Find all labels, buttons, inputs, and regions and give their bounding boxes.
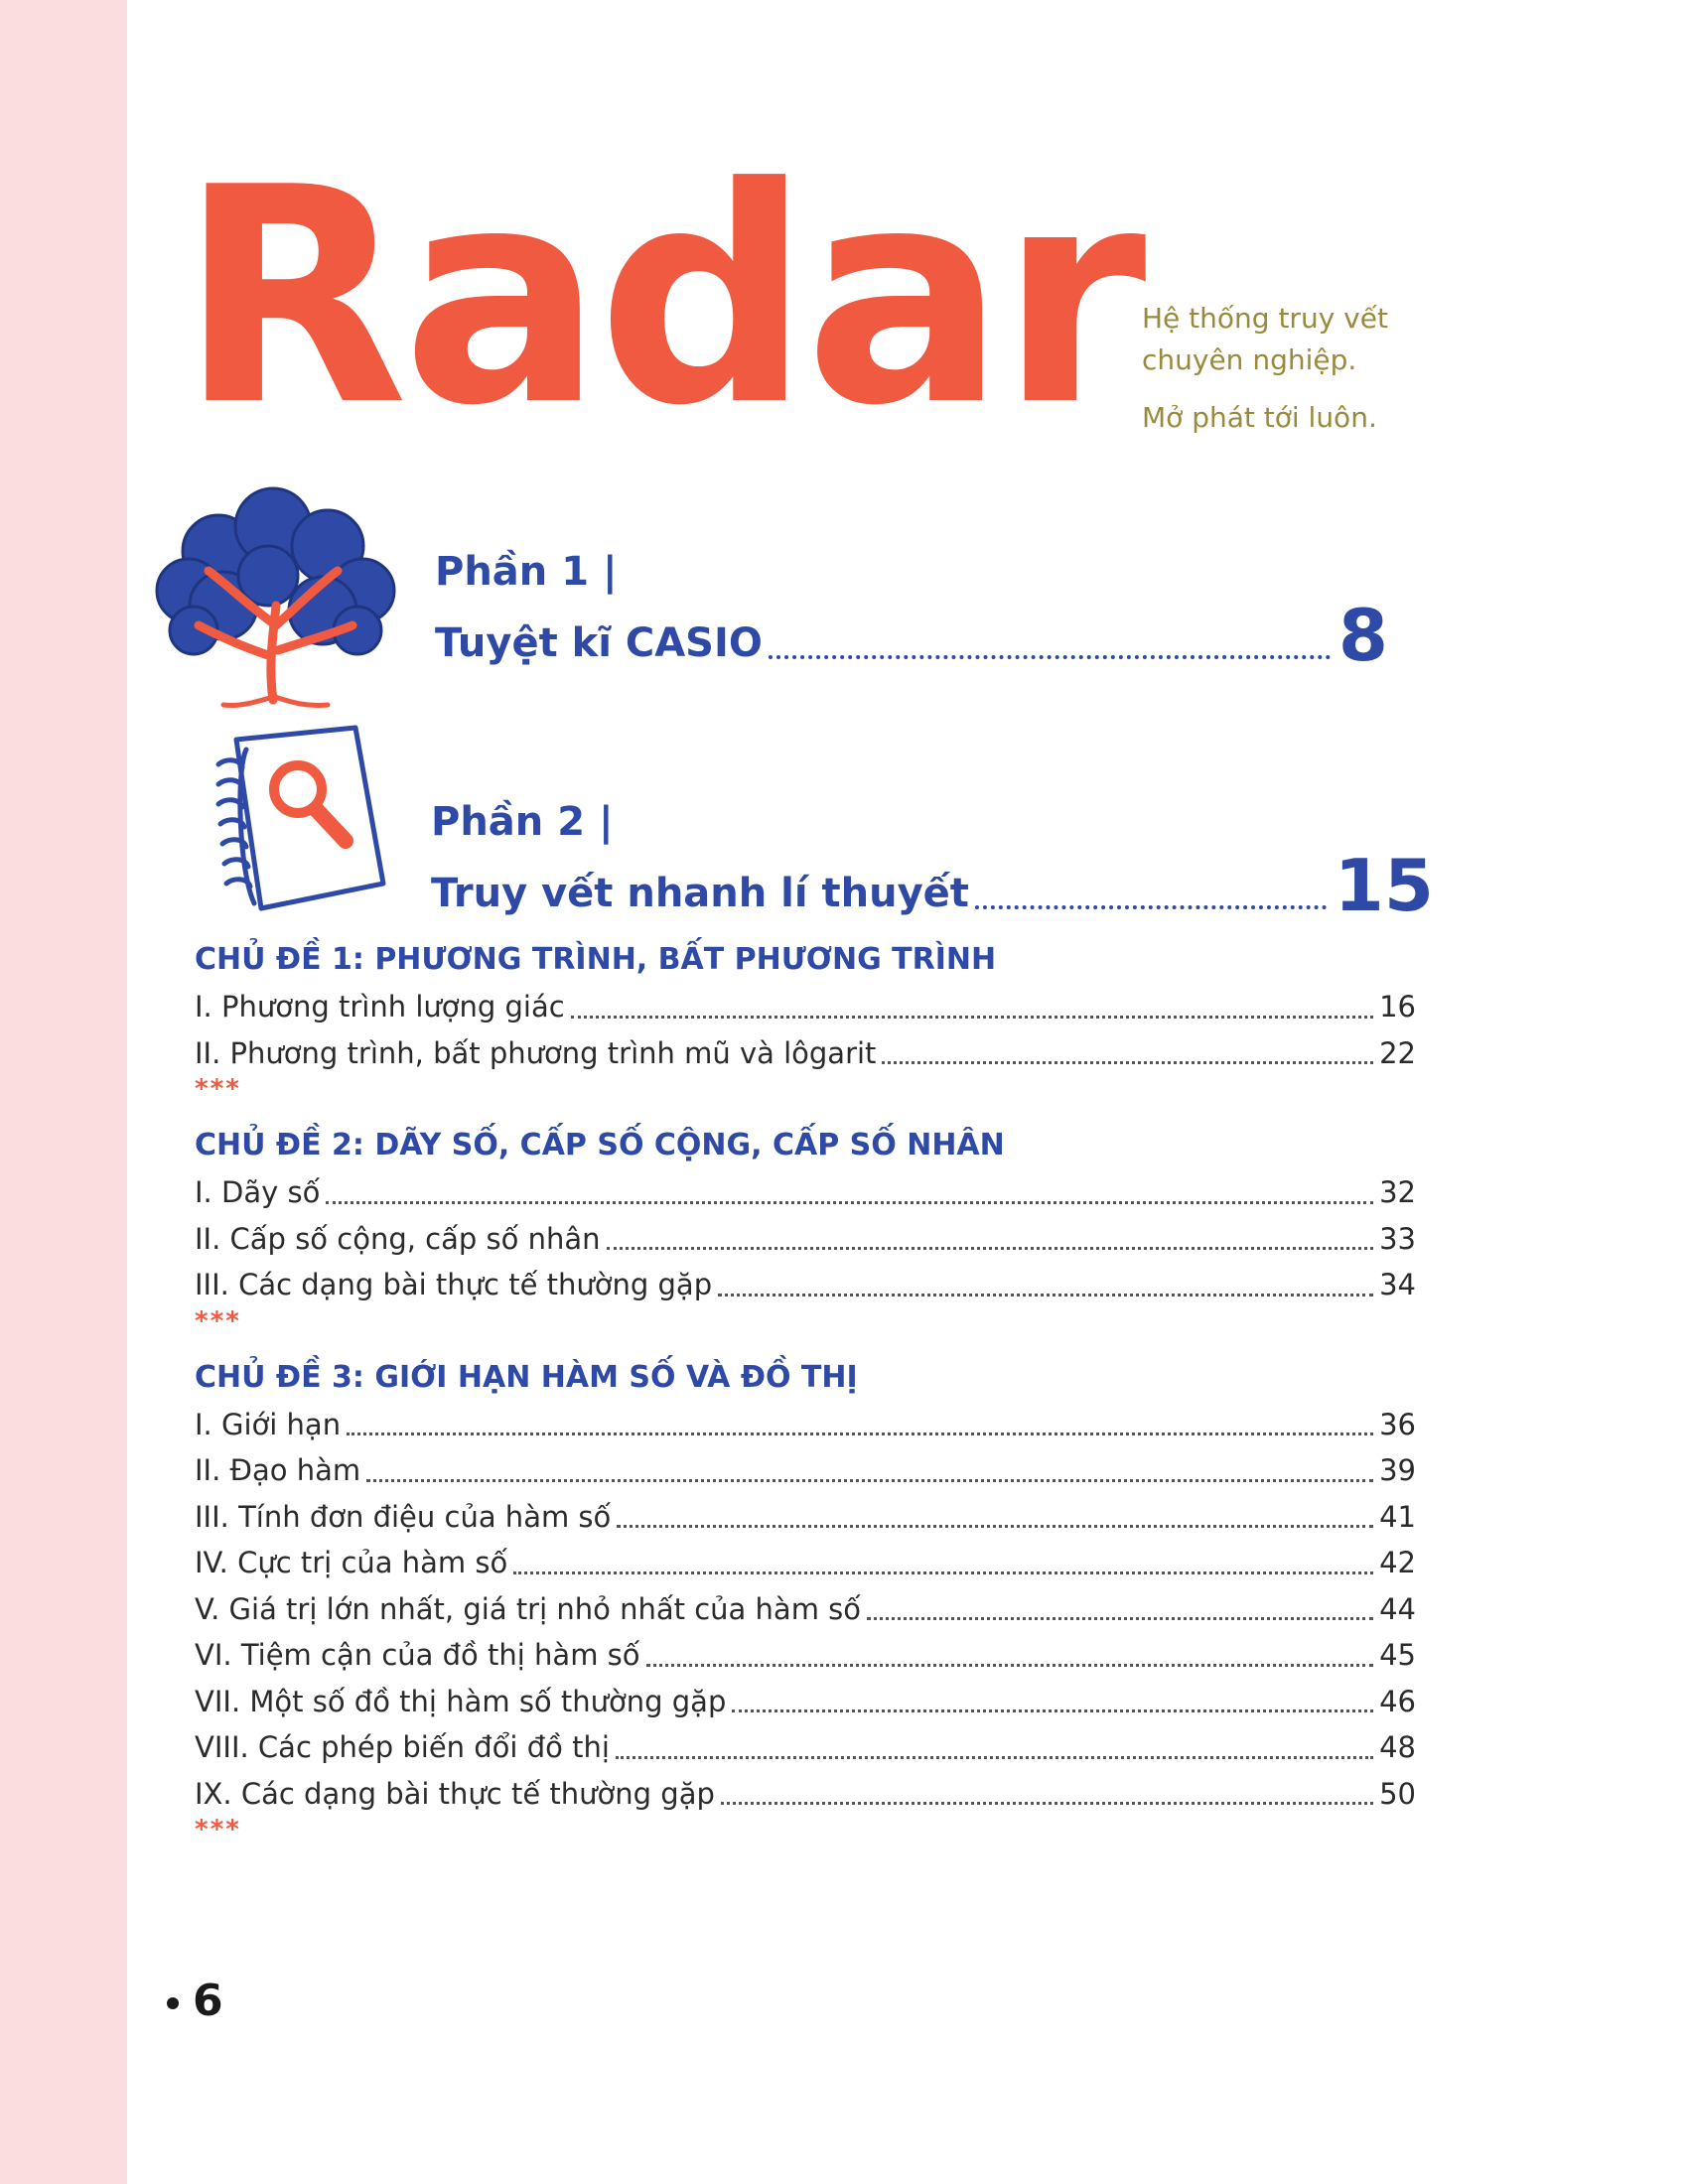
toc-entry[interactable] <box>195 1771 1416 1818</box>
entry-title: VI. Tiệm cận của đồ thị hàm số <box>195 1638 640 1672</box>
part-1-label: Phần 1 | <box>435 549 618 595</box>
entry-page: 33 <box>1379 1221 1416 1256</box>
entry-page: 22 <box>1379 1035 1416 1070</box>
dot-leader <box>732 1709 1373 1712</box>
tagline-line-1: Hệ thống truy vết <box>1142 302 1388 335</box>
entry-page: 45 <box>1379 1638 1416 1672</box>
topic-2 <box>195 1124 1416 1348</box>
part-2-page: 15 <box>1334 844 1434 927</box>
entry-page: 41 <box>1379 1499 1416 1534</box>
dot-leader <box>646 1664 1374 1667</box>
table-of-contents <box>195 938 1416 1864</box>
entry-page: 42 <box>1379 1546 1416 1579</box>
topic-1 <box>195 938 1416 1116</box>
entry-title: V. Giá trị lớn nhất, giá trị nhỏ nhất của hàm số <box>195 1591 862 1626</box>
entry-title: II. Cấp số cộng, cấp số nhân <box>195 1221 601 1256</box>
dot-leader <box>617 1525 1373 1528</box>
section-separator: *** <box>195 1074 241 1104</box>
entry-title: VIII. Các phép biến đổi đồ thị <box>195 1730 610 1764</box>
page-number <box>167 1976 223 2026</box>
part-2-entry[interactable] <box>431 794 1434 927</box>
bullet-icon <box>167 1997 179 2009</box>
topic-title: CHỦ ĐỀ 1: PHƯƠNG TRÌNH, BẤT PHƯƠNG TRÌNH <box>195 942 997 977</box>
notebook-magnifier-icon <box>207 720 395 918</box>
brand-tagline <box>1142 298 1388 439</box>
dot-leader <box>366 1479 1373 1482</box>
entry-page: 44 <box>1379 1591 1416 1626</box>
tagline-line-2: chuyên nghiệp. <box>1142 343 1357 376</box>
toc-entry[interactable] <box>195 1169 1416 1216</box>
toc-entry[interactable] <box>195 1030 1416 1077</box>
entry-page: 32 <box>1379 1175 1416 1209</box>
tree-icon <box>149 477 407 715</box>
toc-entry[interactable] <box>195 1540 1416 1586</box>
toc-entry[interactable] <box>195 1679 1416 1725</box>
page-number-value: 6 <box>193 1976 223 2026</box>
entry-title: III. Tính đơn điệu của hàm số <box>195 1499 612 1534</box>
entry-page: 48 <box>1379 1730 1416 1764</box>
entry-title: II. Đạo hàm <box>195 1453 361 1487</box>
dot-leader <box>721 1802 1373 1805</box>
entry-title: III. Các dạng bài thực tế thường gặp <box>195 1268 713 1301</box>
entry-title: VII. Một số đồ thị hàm số thường gặp <box>195 1684 727 1718</box>
entry-title: I. Dãy số <box>195 1175 321 1209</box>
part-1-name: Tuyệt kĩ CASIO <box>435 620 763 666</box>
toc-entry[interactable] <box>195 1724 1416 1771</box>
dot-leader <box>867 1617 1373 1620</box>
toc-entry[interactable] <box>195 1216 1416 1263</box>
toc-entry[interactable] <box>195 1494 1416 1541</box>
dot-leader <box>975 905 1327 909</box>
entry-page: 36 <box>1379 1407 1416 1441</box>
dot-leader <box>882 1061 1373 1064</box>
toc-entry[interactable] <box>195 1402 1416 1448</box>
toc-entry[interactable] <box>195 984 1416 1030</box>
dot-leader <box>347 1433 1373 1435</box>
part-1-entry[interactable] <box>435 544 1388 677</box>
topic-title: CHỦ ĐỀ 2: DÃY SỐ, CẤP SỐ CỘNG, CẤP SỐ NHÂN <box>195 1128 1005 1162</box>
entry-page: 46 <box>1379 1684 1416 1718</box>
entry-page: 50 <box>1379 1776 1416 1811</box>
entry-page: 34 <box>1379 1268 1416 1301</box>
dot-leader <box>326 1201 1373 1204</box>
toc-entry[interactable] <box>195 1632 1416 1679</box>
entry-page: 39 <box>1379 1453 1416 1487</box>
part-2-label: Phần 2 | <box>431 799 614 845</box>
dot-leader <box>513 1571 1373 1574</box>
toc-entry[interactable] <box>195 1262 1416 1308</box>
dot-leader <box>718 1294 1373 1297</box>
entry-title: IX. Các dạng bài thực tế thường gặp <box>195 1776 715 1811</box>
toc-entry[interactable] <box>195 1447 1416 1494</box>
part-2-name: Truy vết nhanh lí thuyết <box>431 871 969 916</box>
topic-3 <box>195 1356 1416 1857</box>
dot-leader <box>607 1247 1374 1250</box>
entry-title: I. Giới hạn <box>195 1407 342 1441</box>
dot-leader <box>616 1756 1373 1759</box>
dot-leader <box>769 655 1331 659</box>
tagline-line-3: Mở phát tới luôn. <box>1142 401 1377 434</box>
brand-title: Radar <box>179 124 1141 471</box>
side-color-strip <box>0 0 127 2184</box>
entry-title: IV. Cực trị của hàm số <box>195 1546 508 1579</box>
entry-title: II. Phương trình, bất phương trình mũ và lôgarit <box>195 1035 877 1070</box>
dot-leader <box>571 1016 1373 1019</box>
part-1-page: 8 <box>1337 594 1388 677</box>
section-separator: *** <box>195 1815 241 1844</box>
entry-title: I. Phương trình lượng giác <box>195 990 565 1024</box>
toc-entry[interactable] <box>195 1586 1416 1633</box>
section-separator: *** <box>195 1305 241 1336</box>
topic-title: CHỦ ĐỀ 3: GIỚI HẠN HÀM SỐ VÀ ĐỒ THỊ <box>195 1359 858 1395</box>
entry-page: 16 <box>1379 990 1416 1024</box>
